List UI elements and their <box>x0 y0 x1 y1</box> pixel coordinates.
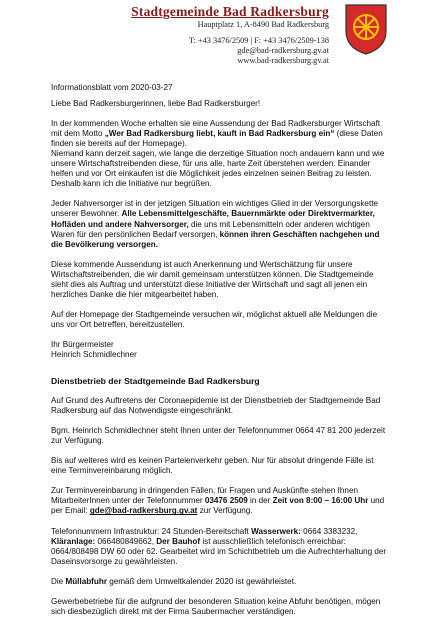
paragraph-parteienverkehr <box>51 456 395 476</box>
paragraph-aussendung <box>51 119 395 189</box>
text-line: Die Müllabfuhr gemäß dem Umweltkalender 2020 ist gewährleistet. <box>51 576 297 586</box>
text-line: Kläranlage: 066480849662, Der Bauhof ist ausschließlich telefonisch erreichbar: <box>51 536 346 546</box>
text-line: Gewerbebetriebe für die aufgrund der besonderen Situation keine Abfuhr benötigen, mögen <box>51 596 381 606</box>
paragraph-terminvereinbarung <box>51 486 395 516</box>
text-line: sieht dies als Auftrag und unterstützt diese Initiative der Wirtschaft und sagt all jenen ein <box>51 279 368 289</box>
text-line: Zur Terminvereinbarung in dringenden Fällen, für Fragen und Auskünfte stehen Ihnen <box>51 486 358 496</box>
text-line: unsere Wirtschaftstreibenden diese, für uns alle, harte Zeit überstehen werden. Einander <box>51 159 371 169</box>
text-line: Bgm. Heinrich Schmidlechner steht Ihnen unter der Telefonnummer 0664 47 81 200 jederzeit <box>51 426 386 436</box>
section-title: Dienstbetrieb der Stadtgemeinde Bad Radkersburg <box>51 376 260 387</box>
signature-block <box>51 340 395 360</box>
text-line: MitarbeiterInnen unter der Telefonnummer 03476 2509 in der Zeit von 8:00 – 16:00 Uhr und <box>51 496 385 506</box>
coat-of-arms-icon <box>344 3 388 55</box>
text-line: Hofläden und andere Nahversorger, die uns mit Lebensmitteln oder anderen wichtigen <box>51 219 370 229</box>
text-line: In der kommenden Woche erhalten sie eine Aussendung der Bad Radkersburger Wirtschaft <box>51 119 381 129</box>
text-line: Jeder Nahversorger ist in der jetzigen Situation ein wichtiges Glied in der Versorgungskette <box>51 199 378 209</box>
text-line: unserer Bewohner. Alle Lebensmittelgeschäfte, Bauernmärkte oder Direktvermarkter, <box>51 209 375 219</box>
text-line: die Bevölkerung versorgen. <box>51 239 159 249</box>
signer-name: Heinrich Schmidlechner <box>51 349 137 359</box>
text-line: mit dem Motto „Wer Bad Radkersburg liebt, kauft in Bad Radkersburg ein“ (diese Daten <box>51 129 383 139</box>
org-web: www.bad-radkersburg.gv.at <box>237 56 329 65</box>
org-email: gde@bad-radkersburg.gv.at <box>237 46 329 55</box>
motto: „Wer Bad Radkersburg liebt, kauft in Bad Radkersburg ein“ <box>104 129 335 139</box>
paragraph-gewerbebetriebe <box>51 597 395 617</box>
email-link[interactable]: gde@bad-radkersburg.gv.at <box>89 506 198 516</box>
text-line: 0664/808498 DW 60 oder 62. Gearbeitet wird im Schichtbetrieb um die Aufrechterhaltung der <box>51 546 387 556</box>
org-name: Stadtgemeinde Bad Radkersburg <box>131 4 329 19</box>
org-phone-fax: T: +43 3476/2509 | F: +43 3476/2509-138 <box>188 36 329 45</box>
info-line: Informationsblatt vom 2020-03-27 <box>51 83 173 92</box>
paragraph-nahversorger <box>51 199 395 249</box>
text-line: sich diesbezüglich direkt mit der Firma Saubermacher verständigen. <box>51 606 296 616</box>
office-phone: 03476 2509 <box>204 496 248 506</box>
text-line: zur Verfügung. <box>51 436 104 446</box>
paragraph-muellabfuhr <box>51 577 395 587</box>
document-body <box>51 83 395 617</box>
org-address: Hauptplatz 1, A-8490 Bad Radkersburg <box>197 20 329 29</box>
signer-title: Ihr Bürgermeister <box>51 339 114 349</box>
text-line: Radkersburg auf das Notwendigste eingeschränkt. <box>51 406 234 416</box>
office-hours: Zeit von 8:00 – 16:00 Uhr <box>272 496 369 506</box>
paragraph-buergermeister-telefon <box>51 426 395 446</box>
paragraph-dienstbetrieb <box>51 396 395 416</box>
letterhead <box>131 4 329 66</box>
text-line: Daseinsvorsorge zu gewährleisten. <box>51 556 178 566</box>
text-line: herzliches Danke die hier mitgearbeitet haben. <box>51 289 219 299</box>
text-line: Diese kommende Aussendung ist auch Anerkennung und Wertschätzung für unsere <box>51 259 353 269</box>
paragraph-anerkennung <box>51 260 395 300</box>
text-line: per Email: gde@bad-radkersburg.gv.at zur Verfügung. <box>51 506 253 516</box>
text-line: Niemand kann derzeit sagen, wie lange die derzeitige Situation noch andauern kann und wie <box>51 149 385 159</box>
text-line: uns vor Ort betreffen, bereitzustellen. <box>51 319 185 329</box>
text-line: Telefonnummern Infrastruktur: 24 Stunden-Bereitschaft Wasserwerk: 0664 3383232, <box>51 526 358 536</box>
text-line: Bis auf weiteres wird es keinen Parteienverkehr geben. Nur für absolut dringende Fälle ist <box>51 456 374 466</box>
paragraph-homepage <box>51 310 395 330</box>
greeting: Liebe Bad Radkersburgerinnen, liebe Bad Radkersburger! <box>51 99 261 109</box>
text-line: finden sie bereits auf der Homepage). <box>51 139 187 149</box>
paragraph-infrastruktur <box>51 527 395 567</box>
text-line: Wirtschaftstreibenden, die wir damit gemeinsam unterstützen können. Die Stadtgemeinde <box>51 269 374 279</box>
text-line: Auf der Homepage der Stadtgemeinde versuchen wir, möglichst aktuell alle Meldungen die <box>51 309 378 319</box>
text-line: Deshalb kann ich die Initiative nur begrüßen. <box>51 179 212 189</box>
text-line: helfen und vor Ort einkaufen ist die Möglichkeit jedes einzelnen seinen Beitrag zu leisten. <box>51 169 372 179</box>
text-line: Auf Grund des Auftretens der Coronaepidemie ist der Dienstbetrieb der Stadtgemeinde Bad <box>51 396 381 406</box>
text-line: Waren für den persönlichen Bedarf versorgen, können ihren Geschäften nachgehen und <box>51 229 380 239</box>
text-line: eine Terminvereinbarung möglich. <box>51 466 173 476</box>
